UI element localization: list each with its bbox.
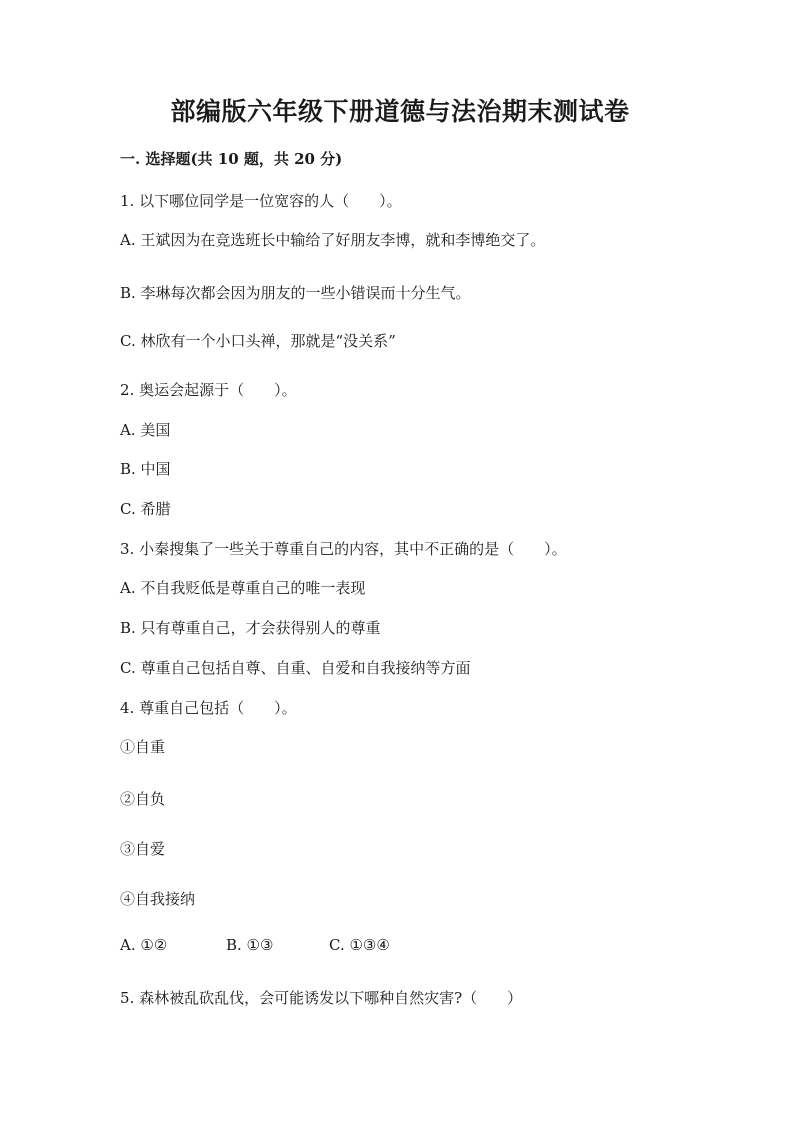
question-3-stem: 3. 小秦搜集了一些关于尊重自己的内容，其中不正确的是（ ）。 <box>120 540 567 558</box>
question-1-option-a: A. 王斌因为在竞选班长中输给了好朋友李博，就和李博绝交了。 <box>120 231 546 249</box>
question-3-option-c: C. 尊重自己包括自尊、自重、自爱和自我接纳等方面 <box>120 659 471 677</box>
section-heading: 一. 选择题(共 10 题，共 20 分) <box>120 150 343 168</box>
question-2-option-a: A. 美国 <box>120 421 171 439</box>
question-4-item-2: ②自负 <box>120 790 166 808</box>
question-3-option-a: A. 不自我贬低是尊重自己的唯一表现 <box>120 579 366 597</box>
question-4-item-4: ④自我接纳 <box>120 890 196 908</box>
question-2-option-b: B. 中国 <box>120 460 171 478</box>
question-4-stem: 4. 尊重自己包括（ ）。 <box>120 699 297 717</box>
question-2-stem: 2. 奥运会起源于（ ）。 <box>120 381 297 399</box>
question-1-option-b: B. 李琳每次都会因为朋友的一些小错误而十分生气。 <box>120 284 471 302</box>
question-4-option-b: B. ①③ <box>226 936 274 954</box>
question-2-option-c: C. 希腊 <box>120 500 171 518</box>
question-1-stem: 1. 以下哪位同学是一位宽容的人（ ）。 <box>120 192 402 210</box>
question-3-option-b: B. 只有尊重自己，才会获得别人的尊重 <box>120 619 381 637</box>
question-5-stem: 5. 森林被乱砍乱伐，会可能诱发以下哪种自然灾害?（ ） <box>120 989 523 1007</box>
question-4-option-a: A. ①② <box>120 936 168 954</box>
page-title: 部编版六年级下册道德与法治期末测试卷 <box>170 97 630 126</box>
question-4-option-c: C. ①③④ <box>329 936 390 954</box>
question-1-option-c: C. 林欣有一个小口头禅，那就是“没关系” <box>120 332 396 350</box>
question-4-item-3: ③自爱 <box>120 840 166 858</box>
question-4-item-1: ①自重 <box>120 738 166 756</box>
